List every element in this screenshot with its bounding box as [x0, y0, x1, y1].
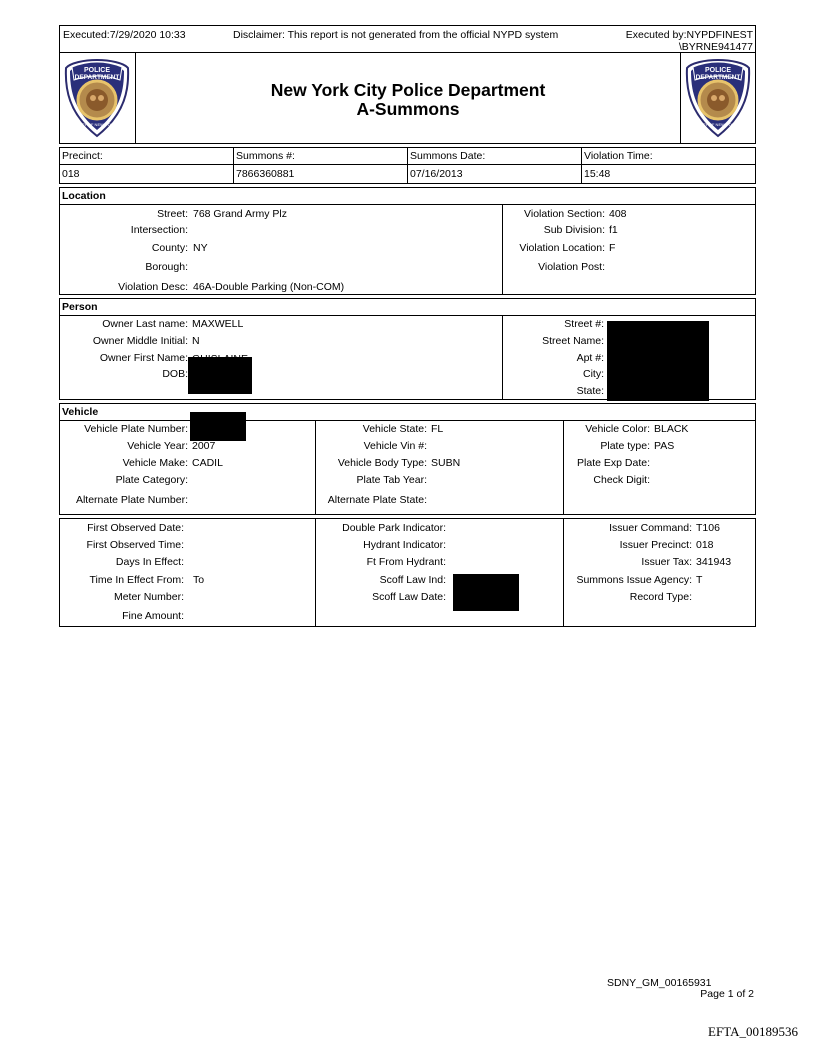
person-header-divider — [59, 315, 756, 316]
issue-agency-label: Summons Issue Agency: — [576, 574, 692, 586]
vehicle-col-divider-2 — [563, 420, 564, 515]
badge-right-top: POLICE — [704, 67, 732, 74]
location-col-divider — [502, 204, 503, 295]
plate-tab-year-label: Plate Tab Year: — [356, 474, 427, 486]
page-title: New York City Police Department — [270, 80, 546, 100]
vehicle-header-divider — [59, 420, 756, 421]
nypd-badge-right-icon — [683, 58, 753, 138]
summons-number-label: Summons #: — [236, 150, 295, 162]
location-header-divider — [59, 204, 756, 205]
bates-number: SDNY_GM_00165931 — [607, 977, 712, 989]
issuer-precinct-label: Issuer Precinct: — [619, 539, 692, 551]
executed-by-line2: \BYRNE941477 — [678, 41, 753, 53]
owner-last-name-label: Owner Last name: — [102, 318, 188, 330]
issuer-command-value: T106 — [696, 522, 720, 534]
county-label: County: — [151, 242, 188, 254]
vehicle-state-label: Vehicle State: — [362, 423, 427, 435]
fine-amount-label: Fine Amount: — [122, 610, 184, 622]
body-type-value: SUBN — [431, 457, 461, 469]
plate-type-label: Plate type: — [600, 440, 650, 452]
efta-number: EFTA_00189536 — [708, 1024, 798, 1039]
scoff-law-date-label: Scoff Law Date: — [372, 591, 446, 603]
hydrant-indicator-label: Hydrant Indicator: — [363, 539, 446, 551]
street-label: Street: — [157, 208, 188, 220]
precinct-value: 018 — [62, 168, 80, 180]
issuer-tax-label: Issuer Tax: — [641, 556, 692, 568]
plate-type-value: PAS — [654, 440, 675, 452]
details-col-divider-2 — [563, 518, 564, 627]
violation-location-label: Violation Location: — [519, 242, 605, 254]
vehicle-make-value: CADIL — [192, 457, 223, 469]
location-section-title: Location — [62, 190, 106, 202]
executed-by — [626, 29, 753, 53]
violation-location-value: F — [609, 242, 616, 254]
double-park-indicator-label: Double Park Indicator: — [342, 522, 446, 534]
issuer-precinct-value: 018 — [696, 539, 714, 551]
state-label: State: — [576, 385, 604, 397]
page-subtitle: A-Summons — [356, 99, 460, 119]
precinct-label: Precinct: — [62, 150, 103, 162]
street-name-label: Street Name: — [542, 335, 604, 347]
city-label: City: — [583, 368, 604, 380]
violation-section-value: 408 — [609, 208, 627, 220]
violation-time-label: Violation Time: — [584, 150, 653, 162]
plate-number-redaction — [190, 412, 246, 441]
summary-col-divider-2 — [407, 147, 408, 184]
vehicle-state-value: FL — [431, 423, 444, 435]
vehicle-vin-label: Vehicle Vin #: — [363, 440, 427, 452]
dob-redaction — [188, 357, 252, 394]
violation-desc-label: Violation Desc: — [118, 281, 188, 293]
time-in-effect-from-label: Time In Effect From: — [89, 574, 184, 586]
page-number: Page 1 of 2 — [700, 988, 754, 1000]
details-col-divider-1 — [315, 518, 316, 627]
time-in-effect-to-label: To — [193, 574, 205, 586]
badge-left-mid: DEPARTMENT — [74, 74, 120, 81]
scoff-law-redaction — [453, 574, 519, 611]
violation-desc-value: 46A-Double Parking (Non-COM) — [193, 281, 345, 293]
dob-label: DOB: — [162, 368, 188, 380]
intersection-label: Intersection: — [130, 224, 188, 236]
vehicle-make-label: Vehicle Make: — [122, 457, 188, 469]
violation-post-label: Violation Post: — [538, 261, 605, 273]
issuer-tax-value: 341943 — [696, 556, 732, 568]
disclaimer: Disclaimer: This report is not generated from the official NYPD system — [233, 29, 559, 41]
person-section-title: Person — [62, 301, 98, 313]
badge-right-bottom: CITY OF NEW YORK — [698, 122, 738, 127]
vehicle-col-divider-1 — [315, 420, 316, 515]
vehicle-year-label: Vehicle Year: — [127, 440, 188, 452]
alternate-plate-number-label: Alternate Plate Number: — [75, 494, 188, 506]
person-col-divider — [502, 315, 503, 400]
vehicle-color-label: Vehicle Color: — [585, 423, 650, 435]
sub-division-value: f1 — [609, 224, 618, 236]
street-value: 768 Grand Army Plz — [193, 208, 287, 220]
vehicle-color-value: BLACK — [654, 423, 689, 435]
owner-middle-initial-label: Owner Middle Initial: — [92, 335, 188, 347]
summons-date-value: 07/16/2013 — [410, 168, 463, 180]
street-number-label: Street #: — [564, 318, 604, 330]
owner-middle-initial-value: N — [192, 335, 200, 347]
body-type-label: Vehicle Body Type: — [337, 457, 427, 469]
vehicle-section-title: Vehicle — [62, 406, 99, 418]
executed-by-line1: Executed by:NYPDFINEST — [625, 29, 753, 41]
summons-date-label: Summons Date: — [410, 150, 486, 162]
apt-number-label: Apt #: — [576, 352, 604, 364]
county-value: NY — [193, 242, 208, 254]
issuer-command-label: Issuer Command: — [609, 522, 692, 534]
summons-number-value: 7866360881 — [236, 168, 295, 180]
badge-right-mid: DEPARTMENT — [695, 74, 741, 81]
check-digit-label: Check Digit: — [593, 474, 650, 486]
borough-label: Borough: — [145, 261, 188, 273]
alternate-plate-state-label: Alternate Plate State: — [327, 494, 427, 506]
summary-col-divider-1 — [233, 147, 234, 184]
scoff-law-ind-label: Scoff Law Ind: — [379, 574, 446, 586]
badge-left-top: POLICE — [83, 67, 111, 74]
executed-timestamp: Executed:7/29/2020 10:33 — [63, 29, 186, 41]
vehicle-year-value: 2007 — [192, 440, 216, 452]
record-type-label: Record Type: — [629, 591, 692, 603]
owner-first-name-label: Owner First Name: — [99, 352, 188, 364]
violation-section-label: Violation Section: — [524, 208, 605, 220]
sub-division-label: Sub Division: — [543, 224, 605, 236]
days-in-effect-label: Days In Effect: — [115, 556, 184, 568]
issue-agency-value: T — [696, 574, 703, 586]
plate-category-label: Plate Category: — [115, 474, 188, 486]
first-observed-date-label: First Observed Date: — [87, 522, 184, 534]
plate-number-label: Vehicle Plate Number: — [84, 423, 188, 435]
summary-col-divider-3 — [581, 147, 582, 184]
address-redaction — [607, 321, 709, 401]
first-observed-time-label: First Observed Time: — [86, 539, 184, 551]
badge-left-bottom: CITY OF NEW YORK — [77, 122, 117, 127]
meter-number-label: Meter Number: — [113, 591, 184, 603]
plate-exp-date-label: Plate Exp Date: — [577, 457, 650, 469]
owner-last-name-value: MAXWELL — [192, 318, 244, 330]
violation-time-value: 15:48 — [584, 168, 611, 180]
ft-from-hydrant-label: Ft From Hydrant: — [366, 556, 446, 568]
